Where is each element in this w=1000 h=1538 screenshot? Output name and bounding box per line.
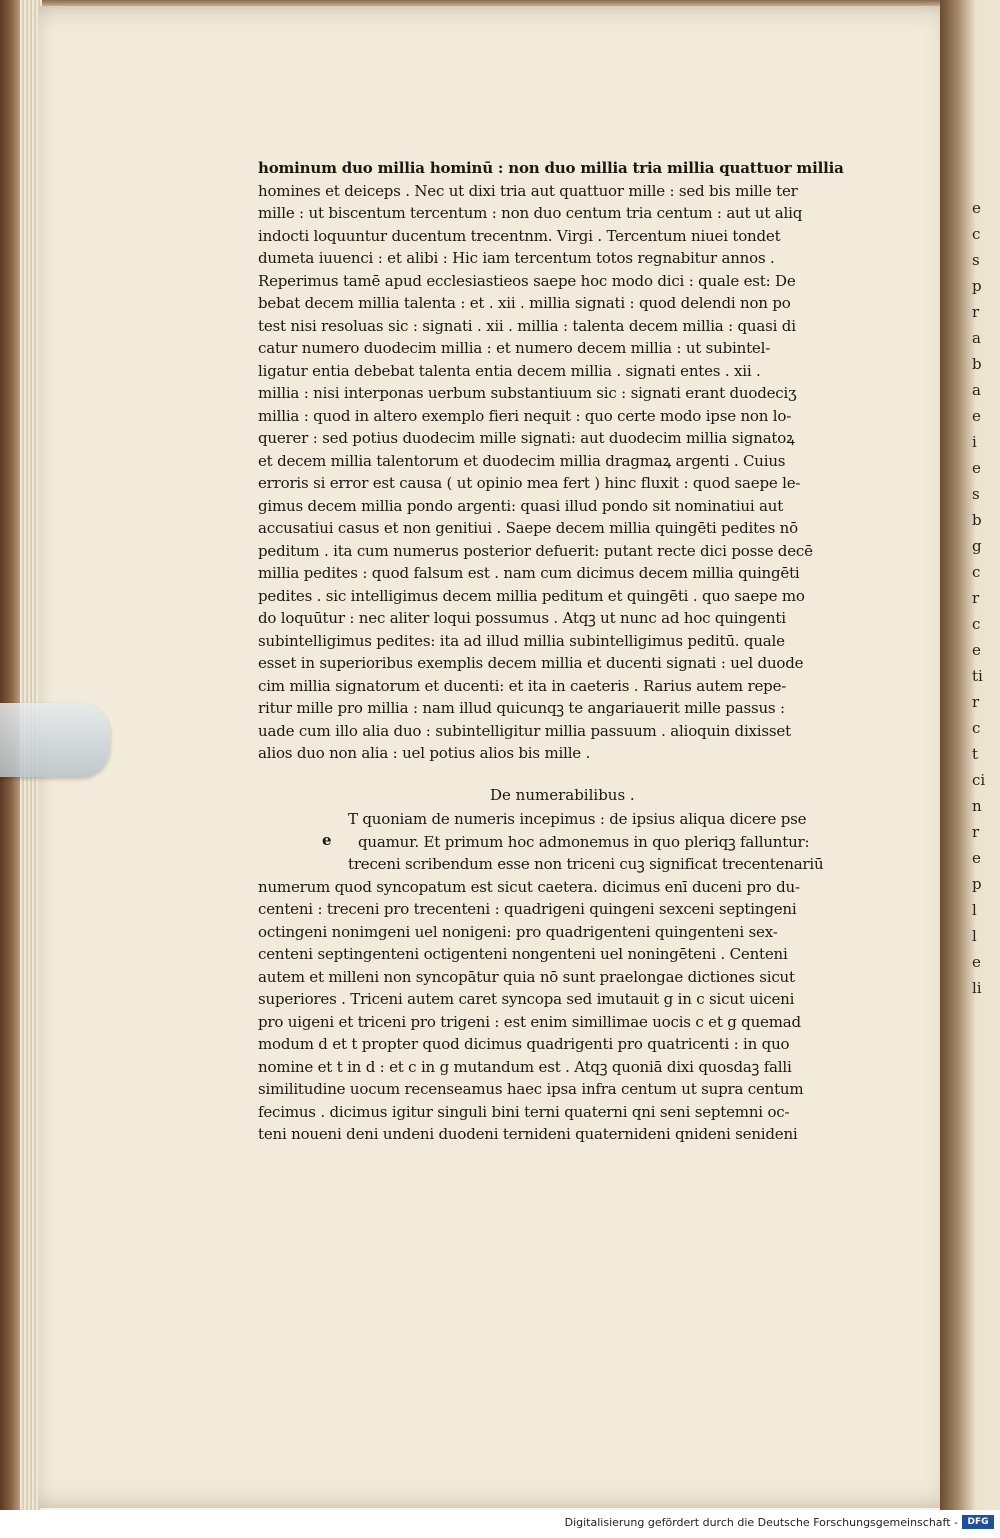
main-text-block [258,157,870,765]
section-text-block [258,808,870,1146]
facing-page-fragment: c [972,563,981,581]
section-text-line: quamur. Et primum hoc admonemus in quo pleriqꝫ falluntur: [358,832,810,851]
facing-page-fragment: a [972,329,981,347]
text-line: do loquūtur : nec aliter loqui possumus . Atqꝫ ut nunc ad hoc quingenti [258,609,786,627]
facing-page-fragment: e [972,407,981,425]
text-line: millia : quod in altero exemplo fieri nequit : quo certe modo ipse non lo- [258,406,792,425]
text-line: catur numero duodecim millia : et numero decem millia : ut subintel- [258,339,771,357]
section-text-line: superiores . Triceni autem caret syncopa sed imutauit g in c sicut uiceni [258,990,795,1008]
section-text-line: autem et milleni non syncopātur quia nō sunt praelongae dictiones sicut [258,967,795,986]
facing-page-fragment: b [972,355,982,373]
section-text-line: similitudine uocum recenseamus haec ipsa infra centum ut supra centum [258,1080,804,1098]
facing-page-fragment: c [972,615,981,633]
text-line: ligatur entia debebat talenta entia decem millia . signati entes . xii . [258,361,761,380]
text-line: hominum duo millia hominū : non duo millia tria millia quattuor millia [258,159,844,177]
section-text-line: nomine et t in d : et c in g mutandum est . Atqꝫ quoniā dixi quosdaꝫ falli [258,1057,792,1076]
facing-page-fragment: e [972,459,981,477]
facing-page-fragment: e [972,199,981,217]
facing-page-margin [972,195,998,1001]
facing-page-fragment: b [972,511,982,529]
facing-page-fragment: r [972,303,980,321]
facing-page-fragment: t [972,745,979,763]
section-text-line: numerum quod syncopatum est sicut caetera. dicimus enī duceni pro du- [258,877,800,896]
text-line: pedites . sic intelligimus decem millia peditum et quingēti . quo saepe mo [258,586,805,605]
facing-page-fragment: i [972,433,977,451]
bookmark-clip [0,703,110,777]
facing-page-fragment: l [972,901,977,919]
facing-page-fragment: ci [972,771,986,789]
facing-page-fragment: r [972,823,980,841]
text-line: et decem millia talentorum et duodecim millia dragmaꝝ argenti . Cuius [258,451,786,470]
facing-page-fragment: g [972,537,982,555]
facing-page-fragment: s [972,251,980,269]
text-line: esset in superioribus exemplis decem millia et ducenti signati : uel duode [258,654,804,672]
text-line: erroris si error est causa ( ut opinio mea fert ) hinc fluxit : quod saepe le- [258,474,801,492]
facing-page-fragment: c [972,225,981,243]
text-line: homines et deiceps . Nec ut dixi tria aut quattuor mille : sed bis mille ter [258,181,798,200]
section-text-line: teni noueni deni undeni duodeni ternideni quaternideni qnideni senideni [258,1125,798,1143]
text-line: uade cum illo alia duo : subintelligitur millia passuum . alioquin dixisset [258,721,791,740]
section-text-line: T quoniam de numeris incepimus : de ipsius aliqua dicere pse [348,810,807,828]
text-line: querer : sed potius duodecim mille signati: aut duodecim millia signatoꝝ [258,429,795,447]
section-text-line: centeni septingenteni octigenteni nongenteni uel noningēteni . Centeni [258,945,788,963]
text-line: alios duo non alia : uel potius alios bis mille . [258,744,591,762]
facing-page-fragment: e [972,953,981,971]
text-line: gimus decem millia pondo argenti: quasi illud pondo sit nominatiui aut [258,496,784,515]
text-line: millia : nisi interponas uerbum substantiuum sic : signati erant duodeciʒ [258,384,797,402]
text-line: ritur mille pro millia : nam illud quicunqꝫ te angariauerit mille passus : [258,699,785,717]
section-text-line: pro uigeni et triceni pro trigeni : est enim simillimae uocis c et g quemad [258,1012,801,1031]
text-line: cim millia signatorum et ducenti: et ita in caeteris . Rarius autem repe- [258,676,787,695]
initial-guide-letter: e [322,831,332,849]
section-heading: De numerabilibus . [490,786,635,804]
dfg-logo: DFG [962,1515,994,1529]
section-text-line: treceni scribendum esse non triceni cuꝫ significat trecentenariū [348,855,824,873]
facing-page-fragment: l [972,927,977,945]
text-line: indocti loquuntur ducentum trecentnm. Virgi . Tercentum niuei tondet [258,226,781,245]
section-text-line: octingeni nonimgeni uel nonigeni: pro quadrigenteni quingenteni sex- [258,922,778,941]
facing-page-fragment: r [972,693,980,711]
facing-page-fragment: c [972,719,981,737]
facing-page-fragment: li [972,979,982,997]
facing-page-fragment: a [972,381,981,399]
facing-page-fragment: p [972,277,982,295]
text-line: millia pedites : quod falsum est . nam cum dicimus decem millia quingēti [258,564,800,582]
facing-page-fragment: s [972,485,980,503]
text-line: subintelligimus pedites: ita ad illud millia subintelligimus peditū. quale [258,631,785,650]
text-line: test nisi resoluas sic : signati . xii . millia : talenta decem millia : quasi di [258,316,796,335]
section-text-line: fecimus . dicimus igitur singuli bini terni quaterni qni seni septemni oc- [258,1102,790,1121]
text-line: Reperimus tamē apud ecclesiastieos saepe hoc modo dici : quale est: De [258,271,796,290]
section-text-line: modum d et t propter quod dicimus quadrigenti pro quatricenti : in quo [258,1035,790,1053]
facing-page-fragment: p [972,875,982,893]
facing-page-fragment: r [972,589,980,607]
facing-page-fragment: ti [972,667,983,685]
facing-page-fragment: e [972,641,981,659]
text-line: peditum . ita cum numerus posterior defuerit: putant recte dici posse decē [258,541,813,560]
digitization-credit: Digitalisierung gefördert durch die Deutsche Forschungsgemeinschaft - [564,1516,958,1529]
text-line: accusatiui casus et non genitiui . Saepe decem millia quingēti pedites nō [258,519,798,537]
text-line: dumeta iuuenci : et alibi : Hic iam tercentum totos regnabitur annos . [258,249,775,267]
facing-page-fragment: e [972,849,981,867]
facing-page-fragment: n [972,797,982,815]
text-line: bebat decem millia talenta : et . xii . millia signati : quod delendi non po [258,294,791,312]
section-text-line: centeni : treceni pro trecenteni : quadrigeni quingeni sexceni septingeni [258,900,797,918]
text-line: mille : ut biscentum tercentum : non duo centum tria centum : aut ut aliq [258,204,803,222]
